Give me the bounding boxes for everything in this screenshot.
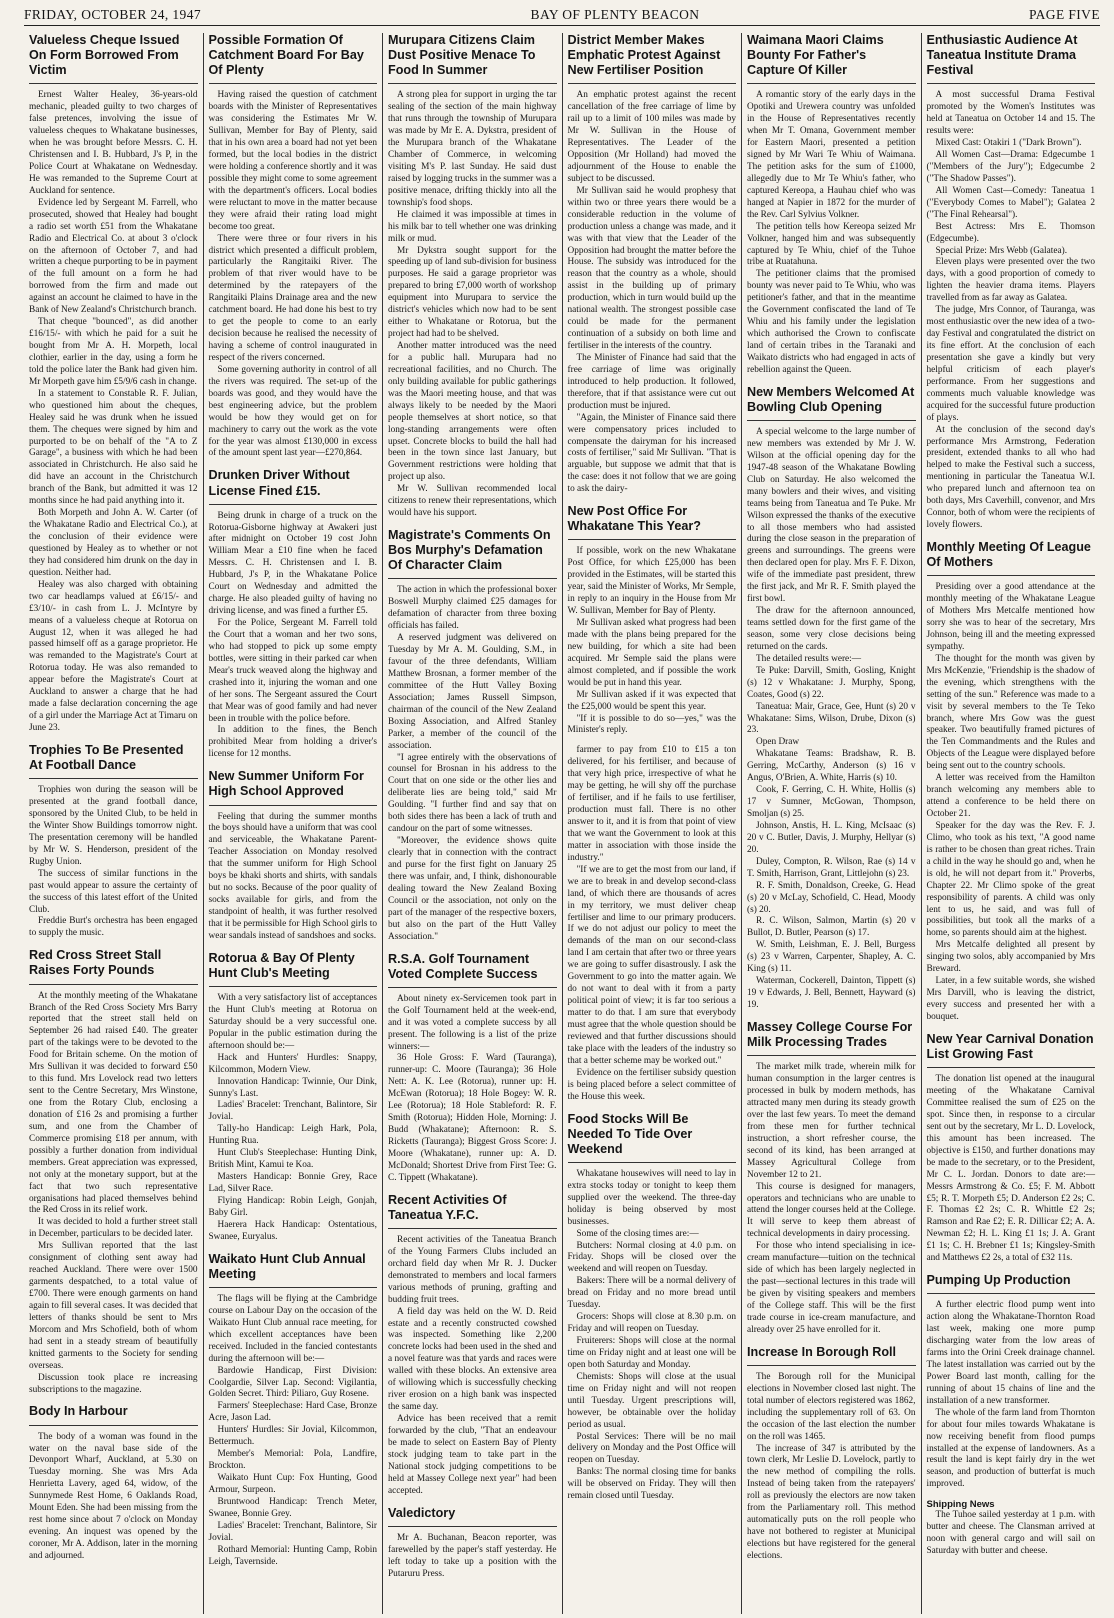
article-headline: Possible Formation Of Catchment Board For Bay Of Plenty [208,33,364,78]
headline-divider [747,420,916,421]
article-paragraph: In addition to the fines, the Bench prohibited Mear from holding a driver's license for 12 months. [208,725,377,760]
article-paragraph: Open Draw [756,737,800,748]
headline-divider [388,1228,557,1229]
article-paragraph: The whole of the farm land from Thornton for about four miles towards Whakatane is now receiving benefit from flood pumps installed at the expense of landowners. As a result the land is kept fairly dry in the wet season, and production of butterfat is much improved. [926,1407,1095,1490]
article [209,769,378,943]
article-paragraph: Innovation Handicap: Twinnie, Our Dink, Sunny's Last. [208,1076,377,1099]
headline-divider [209,1287,378,1288]
article-paragraph: Eleven plays were presented over the two days, with a good proportion of comedy to lighten the heavier drama items. Players travelled from as far away as Galatea. [926,257,1095,304]
article-headline: New Year Carnival Donation List Growing Fast [926,1031,1094,1062]
article-headline: Trophies To Be Presented At Football Dance [29,742,184,773]
article-paragraph: Speaker for the day was the Rev. F. J. Climo, who took as his text, "A good name is rather to be chosen than great riches. Train a child in the way he should go and, when he is old, he will not depart from it." Proverbs, Chapter 22. Mr Climo spoke of the great responsibility of parents. A child was only lent to us, he said, and was full of possibilities, but took all the marks of a home, so parents should aim at the highest. [926,820,1095,939]
article-paragraph: Presiding over a good attendance at the monthly meeting of the Whakatane League of Mothers Mrs Metcalfe mentioned how sorry she was to hear of the secretary, Mrs Johnson, being ill and the meeting expressed sympathy. [926,582,1095,652]
article-paragraph: Ladies' Bracelet: Trenchant, Balintore, Sir Jovial. [208,1520,377,1543]
article-paragraph: "I agree entirely with the observations of counsel for Brosnan in his address to the Court that on one side or the other lies and deliberate lies are being told," said Mr Goulding. "I further find and say that on both sides there has been a lack of truth and candour on the part of some witnesses. [388,752,557,835]
column-1 [24,33,204,1614]
article-paragraph: Healey was also charged with obtaining two car headlamps valued at £6/15/- and £3/10/- in cash from L. J. McIntyre by means of a valueless cheque at Rotorua on August 12, when it was alleged he had passed himself off as a garage proprietor. He was remanded to the Magistrate's Court at Rotorua today. He was also remanded to appear before the Magistrate's Court at Auckland to answer a charge that he had made a false declaration concerning the age of a girl under the Marriage Act at Timaru on June 23. [29,579,198,734]
article-paragraph: The flags will be flying at the Cambridge course on Labour Day on the occasion of the Waikato Hunt Club annual race meeting, for which excellent acceptances have been received. Included in the fancied contestants during the afternoon will be:— [208,1293,377,1364]
article-paragraph: The donation list opened at the inaugural meeting of the Whakatane Carnival Committee realised the sum of £25 on the spot. Since then, in response to a circular sent out by the secretary, Mr L. D. Lovelock, this amount has been increased. The objective is £150, and further donations may be made to the secretary, or to the President, Mr C. L. Jordan. Donors to date are:— Messrs Armstrong & Co. £5; F. M. Abbott £5; R. T. Morpeth £5; D. Anderson £2 2s; C. F. Thomas £2 2s; C. R. Whittle £2 2s; Ramson and Rae £2; E. R. Dillicar £2; A. A. Newman £2; H. L. King £1 1s; J. A. Grant £1 1s; C. H. Brebner £1 1s; Kingsley-Smith and Matthews £2 2s, a total of £32 11s. [926,1074,1095,1264]
article-paragraph: Masters Handicap: Bonnie Grey, Race Lad, Silver Race. [208,1172,377,1195]
article-paragraph: "If we are to get the most from our land, if we are to break in and develop second-class land, of which there are thousands of acres in my territory, we must deliver cheap fertiliser and lime to our primary producers. If we do not adjust our policy to meet the demands of the man on our second-class land I am certain that after two or three years we are going to suffer disastrously. I ask the Government to go into the matter again. We do not want to deal with it from a party political point of view; it is far too serious a matter to do that. I am sure that everybody must agree that the whole question should be reviewed and that further discussions should take place with the leaders of the industry so that a better scheme may be worked out." [567,864,736,1066]
article-paragraph: Evidence led by Sergeant M. Farrell, who prosecuted, showed that Healey had bought a radio set worth £51 from the Whakatane Radio and Electrical Co. at about 3 o'clock on the afternoon of October 7, and had written a cheque purporting to be in payment of the full amount on a form he had borrowed from the firm and made out against an account he claimed to have in the Bank of New Zealand's Christchurch branch. [29,197,198,316]
article-paragraph: Bardowie Handicap, First Division: Coolgardie, Silver Lap. Second: Vigilantia, Golden Secret. Third: Piliaro, Guy Rosene. [208,1365,377,1400]
headline-divider [568,1162,737,1163]
headline-divider [747,83,916,84]
article-headline: Pumping Up Production [926,1273,1071,1288]
article-paragraph: He claimed it was impossible at times in his milk bar to tell whether one was drinking milk or mud. [388,209,557,244]
article-paragraph: Grocers: Shops will close at 8.30 p.m. on Friday and will reopen on Tuesday. [567,1312,736,1335]
headline-divider [209,805,378,806]
headline-divider [388,578,557,579]
article-paragraph: Member's Memorial: Pola, Landfire, Brockton. [208,1449,377,1472]
article-paragraph: Mr Dykstra sought support for the speeding up of land sub-division for business purposes. He said a garage proprietor was prepared to bring £7,000 worth of workshop equipment into Murupara to service the district's vehicles which now had to be sent either to Whakatane or Rotorua, but the project had had to be shelved. [388,245,557,340]
article-paragraph: Bruntwood Handicap: Trench Meter, Swanee, Bonnie Grey. [208,1496,377,1519]
article-paragraph: Rothard Memorial: Hunting Camp, Robin Leigh, Tavernside. [208,1544,377,1567]
headline-divider [209,986,378,987]
article-headline: District Member Makes Emphatic Protest Against New Fertiliser Position [567,33,721,78]
article-headline: Increase In Borough Roll [747,1344,897,1359]
article-paragraph: Feeling that during the summer months the boys should have a uniform that was cool and serviceable, the Whakatane Parent-Teacher Association on Monday resolved that the summer uniform for High School boys be khaki shorts and shirts, with sandals but no socks. Because of the poor quality of socks available for girls, and from the standpoint of health, it was further resolved that it be permissible for High School girls to wear sandals instead of sandshoes and socks. [208,811,377,941]
article-paragraph: That cheque "bounced", as did another £16/15/- with which he paid for a suit he bought from Mr A. H. Morpeth, local clothier, earlier in the day, using a form he told the police later the Bank had given him. Mr Morpeth gave him £5/9/6 cash in change. [29,317,198,387]
article-headline: R.S.A. Golf Tournament Voted Complete Success [388,951,538,981]
article-paragraph: Hunt Club's Steeplechase: Hunting Dink, British Mint, Kamui te Koa. [208,1148,377,1171]
newspaper-name: BAY OF PLENTY BEACON [530,7,700,22]
article-paragraph: Mr Sullivan said he would prophesy that within two or three years there would be a considerable reduction in the volume of production unless a change was made, and it was with that view that the Leader of the Opposition had brought the matter before the House. The subsidy was introduced for the reason that the country as a whole, should assist in the building up of primary production, which in turn would build up the national wealth. The strongest possible case could be made for the permanent continuation of a subsidy on both lime and fertiliser in the interests of the country. [567,185,736,352]
article-paragraph: About ninety ex-Servicemen took part in the Golf Tournament held at the week-end, and it was voted a complete success by all present. The following is a list of the prize winners:— [388,993,557,1052]
article [568,745,737,1103]
article-paragraph: The draw for the afternoon announced, teams settled down for the first game of the season, some very close decisions being returned on the cards. [747,606,916,652]
article-paragraph: farmer to pay from £10 to £15 a ton delivered, for his fertiliser, and because of that very high price, irrespective of what he may be getting, he will shy off the purchase of fertiliser, and if he fails to use fertiliser, production must fall. There is no other answer to it, and it is from that point of view that we want the Government to look at this matter in association with those inside the industry." [567,745,736,863]
article-paragraph: An emphatic protest against the recent cancellation of the free carriage of lime by rail up to a limit of 100 miles was made by Mr W. Sullivan in the House of Representatives. The Leader of the Opposition (Mr Holland) had moved the adjournment of the House to enable the subject to be discussed. [567,90,736,184]
article-paragraph: Special Prize: Mrs Webb (Galatea). [935,245,1068,256]
column-6 [922,33,1101,1614]
article [209,1252,378,1569]
article-paragraph: Discussion took place re increasing subscriptions to the magazine. [29,1372,198,1395]
article-paragraph: Some of the closing times are:— [576,1228,699,1239]
article-paragraph: The action in which the professional boxer Boswell Murphy claimed £25 damages for defamation of character from three boxing officials has failed. [388,585,557,632]
headline-divider [29,984,198,985]
article [568,1112,737,1504]
article-paragraph: Evidence on the fertiliser subsidy question is being placed before a select committee of the House this week. [567,1067,736,1102]
article-paragraph: "If it is possible to do so—yes," was the Minister's reply. [567,713,736,736]
article-paragraph: The Borough roll for the Municipal elections in November closed last night. The total number of electors registered was 1862, including the supplementary roll of 63. On the occasion of the last election the number on the roll was 1465. [747,1371,916,1442]
article-paragraph: A strong plea for support in urging the tar sealing of the section of the main highway that runs through the township of Murupara was made by Mr E. A. Dykstra, president of the Murupara branch of the Whakatane Chamber of Commerce, in welcoming visiting M's P. last Sunday. He said dust raised by logging trucks in the summer was a positive menace, drifting thickly into all the township's food shops. [388,90,557,208]
article-paragraph: Being drunk in charge of a truck on the Rotorua-Gisborne highway at Awakeri just after midnight on October 19 cost John William Mear a £10 fine when he faced Messrs. C. H. Christensen and I. B. Hubbard, J's P, in the Whakatane Police Court on Wednesday and admitted the charge. He also pleaded guilty of having no driving license, and was fined a further £5. [208,510,377,617]
article-paragraph: Freddie Burt's orchestra has been engaged to supply the music. [29,916,198,939]
article-paragraph: There were three or four rivers in his district which presented a difficult problem, particularly the Rangitaiki River. The problem of that river would have to be determined by the ratepayers of the Rangitaiki Plains Drainage area and the new catchment board. He had done his best to try to get the people to come to an early decision because he realised the necessity of having a scheme of control inaugurated in respect of the rivers concerned. [208,233,377,363]
article-paragraph: "Moreover, the evidence shows quite clearly that in connection with the contract and purse for the first fight on January 25 there was unfair, and, I think, dishonourable dealing toward the New Zealand Boxing Council or the association, not only on the part of the manager of the respective boxers, but also on the part of the Hutt Valley Association." [388,836,557,942]
article [209,33,378,460]
article-paragraph: The Minister of Finance had said that the free carriage of lime was originally introduced to help production. It followed, therefore, that if that assistance were cut out production must be injured. [567,352,736,411]
article-headline: Rotorua & Bay Of Plenty Hunt Club's Meeting [208,950,355,980]
article-paragraph: A most successful Drama Festival promoted by the Women's Institutes was held at Taneatua on October 14 and 15. The results were: [926,90,1095,137]
article-paragraph: Butchers: Normal closing at 4.0 p.m. on Friday. Shops will be closed over the weekend and will reopen on Tuesday. [567,1240,736,1275]
article-headline: Drunken Driver Without License Fined £15. [208,468,350,498]
article-paragraph: Banks: The normal closing time for banks will be observed on Friday. They will then remain closed until Tuesday. [567,1467,736,1502]
article-paragraph: It was decided to hold a further street stall in December, particulars to be decided later. [29,1217,198,1240]
article-paragraph: The success of similar functions in the past would appear to assure the certainty of the success of this latest effort of the United Club. [29,868,198,915]
article-paragraph: At the conclusion of the second day's performance Mrs Armstrong, Federation president, extended thanks to all who had helped to make the Festival such a success, mentioning in particular the Taneatua W.I. who prepared lunch and afternoon tea on both days, Mrs Caverhill, convenor, and Mrs Connor, both of whom were the recipients of lovely flowers. [926,424,1095,531]
article-paragraph: For those who intend specialising in ice-cream manufacture—tuition on the technical side of which has been largely neglected in the past—sectional lectures in this trade will be given by visiting speakers and members of the College staff. This will be the first trade course in ice-cream manufacture, and already over 25 have enrolled for it. [747,1241,916,1335]
article-paragraph: A further electric flood pump went into action along the Whakatane-Thornton Road last week, making one more pump discharging water from the low areas of farms into the Orini Creek drainage channel. The latest installation was carried out by the Power Board last month, calling for the running of about 15 chains of line and the installation of a new transformer. [926,1300,1095,1406]
article-paragraph: All Women Cast—Drama: Edgecumbe 1 ("Members of the Jury"); Edgecumbe 2 ("The Shadow Passes"). [926,150,1095,184]
headline-divider [388,83,557,84]
article-paragraph: R. F. Smith, Donaldson, Creeke, G. Head (s) 20 v McLay, Schofield, C. Head, Moody (s) 20. [747,880,916,915]
article-paragraph: Ladies' Bracelet: Trenchant, Balintore, Sir Jovial. [208,1100,377,1123]
article-paragraph: 36 Hole Gross: F. Ward (Tauranga), runner-up: C. Moore (Tauranga); 36 Hole Nett: A. K. Lee (Rotorua), runner up: H. McEwan (Rotorua); 18 Hole Bogey: W. R. Lee (Rotorua); 18 Hole Stableford: R. F. Smith (Rotorua); Hidden Hole, Morning: J. Budd (Whakatane); Afternoon: R. S. Ricketts (Tauranga); Biggest Gross Score: J. Moore (Whakatane), runner up: A. D. McDonald; Shortest Drive from First Tee: G. C. Tippett (Whakatane). [388,1053,557,1183]
article-paragraph: Mixed Cast: Otakiri 1 ("Dark Brown"). [935,138,1082,149]
article-paragraph: The thought for the month was given by Mrs McKenzie, "Friendship is the shadow of the evening, which strengthens with the setting of the sun." Reference was made to a visit by several members to the Te Teko branch, where Mrs Gow was the guest speaker. Two beautifully framed pictures of the Ten Commandments and the Rules and Objects of the League were displayed before being sent out to the country schools. [926,653,1095,772]
article-paragraph: The petition tells how Kereopa seized Mr Volkner, hanged him and was subsequently captured by Te Whiu, chief of the Tuhoe tribe at Ruatahuna. [747,221,916,268]
article-paragraph: Chemists: Shops will close at the usual time on Friday night and will not reopen until Tuesday. Urgent prescriptions will, however, be obtainable over the holiday period as usual. [567,1371,736,1430]
article-paragraph: Having raised the question of catchment boards with the Minister of Representatives was considering the Estimates Mr W. Sullivan, Member for Bay of Plenty, said that in his own area a board had not yet been formed, but the local bodies in the district were holding a conference shortly and it was possible they might come to some agreement with the department's officers. Local bodies were reluctant to move in the matter because they were afraid their rating load might become too great. [208,90,377,232]
article [747,1020,916,1337]
headline-divider [747,1365,916,1366]
article-paragraph: With a very satisfactory list of acceptances the Hunt Club's meeting at Rotorua on Saturday should be a very successful one. Popular in the public estimation during the afternoon should be:— [208,993,377,1051]
column-5 [742,33,922,1614]
article-headline: Body In Harbour [29,1404,128,1419]
article-headline: Food Stocks Will Be Needed To Tide Over Weekend [567,1111,693,1156]
article-paragraph: "Again, the Minister of Finance said there were compensatory prices included to compensate the dairyman for his increased costs of fertiliser," said Mr Sullivan. "That is arguable, but suppose we admit that that is the case: does it not follow that we are going to ask the dairy- [567,412,736,495]
column-2 [204,33,384,1614]
article-paragraph: Haerera Hack Handicap: Ostentatious, Swanee, Euryalus. [208,1219,377,1242]
article-headline: Waimana Maori Claims Bounty For Father's Capture Of Killer [747,33,884,78]
article [29,1404,198,1562]
article-headline: Enthusiastic Audience At Taneatua Institute Drama Festival [926,33,1078,78]
headline-divider [747,1055,916,1056]
article [209,951,378,1244]
article-paragraph: The increase of 347 is attributed by the town clerk, Mr Leslie D. Lovelock, partly to the new method of compiling the rolls. Instead of being taken from the ratepayers' roll as previously the electors are now taken from the Parliamentary roll. This method automatically puts on the roll people who have not bothered to register at Municipal elections but have registered for the general elections. [747,1443,916,1561]
article [29,743,198,940]
article-paragraph: Postal Services: There will be no mail delivery on Monday and the Post Office will reopen on Tuesday. [567,1431,736,1466]
article [568,33,737,496]
masthead-rule [24,25,1100,26]
column-4 [563,33,743,1614]
columns-container [24,33,1100,1614]
article-paragraph: R. C. Wilson, Salmon, Martin (s) 20 v Bullot, D. Butler, Pearson (s) 17. [747,916,916,939]
article [747,385,916,1012]
article [29,33,198,735]
article-paragraph: Hack and Hunters' Hurdles: Snappy, Kilcommon, Modern View. [208,1052,377,1075]
article-paragraph: Whakatane housewives will need to lay in extra stocks today or tonight to keep them supplied over the weekend. The three-day holiday is being observed by most businesses. [567,1168,736,1227]
article-paragraph: At the monthly meeting of the Whakatane Branch of the Red Cross Society Mrs Barry reported that the street stall held on September 26 had raised £40. The greater part of the takings were to be devoted to the Food for Britain scheme. On the motion of Mrs Sullivan it was decided to forward £50 to this fund. Mrs Lovelock read two letters sent to the Centre Secretary, Mrs Winstone, one from the Rotary Club, enclosing a donation of £16 2s and promising a further sum, and one from the Chamber of Commerce promising £18 per annum, with possibly a further donation from individual members. Great appreciation was expressed, not only at the monetary support, but at the fact that two such representative organisations had placed themselves behind the Red Cross in its relief work. [29,990,198,1216]
article-paragraph: Another matter introduced was the need for a public hall. Murupara had no recreational facilities, and no Church. The only building available for public gatherings was the Maori meeting house, and that was always likely to be needed by the Maori people themselves at short notice, so that long-standing arrangements were often upset. Concrete blocks to build the hall had been in the town since last January, but Government restrictions were holding that project up also. [388,341,557,483]
headline-divider [209,83,378,84]
article-paragraph: Fruiterers: Shops will close at the normal time on Friday night and at least one will be open both Saturday and Monday. [567,1336,736,1370]
article-paragraph: Whakatane Teams: Bradshaw, R. B. Gerring, McCarthy, Anderson (s) 16 v Angus, O'Brien, A. White, Harris (s) 10. [747,749,916,784]
article-paragraph: A letter was received from the Hamilton branch welcoming any members able to attend a conference to be held there on October 21. [926,773,1095,820]
article-paragraph: The body of a woman was found in the water on the naval base side of the Devonport Wharf, Auckland, at 5.30 on Tuesday morning. She was Mrs Ada Henrietta Lavery, aged 64, widow, of the Sunnymede Rest Home, 6 Oaklands Road, Mount Eden. She had been missing from the rest home since about 7 o'clock on Monday evening. An inquest was opened by the coroner, Mr A. Addison, later in the morning and adjourned. [29,1431,198,1561]
headline-divider [209,504,378,505]
headline-divider [927,1067,1096,1068]
article-paragraph: Bakers: There will be a normal delivery of bread on Friday and no more bread until Tuesday. [567,1276,736,1311]
article-paragraph: Cook, F. Gerring, C. H. White, Hollis (s) 17 v Sumner, McGowan, Thompson, Smoljan (s) 25. [747,785,916,820]
article-paragraph: This course is designed for managers, operators and technicians who are unable to attend the longer courses held at the College. It will serve to keep them abreast of technical developments in dairy processing. [747,1181,916,1240]
article-paragraph: All Women Cast—Comedy: Taneatua 1 ("Everybody Comes to Mabel"); Galatea 2 ("The Final Rehearsal"). [926,185,1095,220]
article-paragraph: Te Puke: Darvill, Smith, Gosling, Knight (s) 12 v Whakatane: J. Murphy, Spong, Coates, Good (s) 22. [747,665,916,700]
article-paragraph: Waterman, Cockerell, Dainton, Tippett (s) 19 v Edwards, J. Bell, Bennett, Hayward (s) 19. [747,976,916,1011]
article-paragraph: Duley, Compton, R. Wilson, Rae (s) 14 v T. Smith, Harrison, Grant, Littlejohn (s) 23. [747,856,916,879]
article-paragraph: Both Morpeth and John A. W. Carter (of the Whakatane Radio and Electrical Co.), at the conclusion of their evidence were questioned by Healey as to whether or not they had considered him drunk on the day in question. Neither had. [29,508,198,578]
article-headline: Valueless Cheque Issued On Form Borrowed From Victim [29,33,180,78]
article-paragraph: A field day was held on the W. D. Reid estate and a recently constructed cowshed was inspected. Something like 2,200 concrete locks had been used in the shed and a novel feature was that yards and races were walled with these blocks. An extensive area of willowing which is successfully checking river erosion on a high bank was inspected the same day. [388,1306,557,1413]
headline-divider [388,987,557,988]
article-paragraph: Flying Handicap: Robin Leigh, Gonjah, Baby Girl. [208,1195,377,1218]
article-headline: New Summer Uniform For High School Approved [208,769,364,799]
article-paragraph: If possible, work on the new Whakatane Post Office, for which £25,000 has been provided in the Estimates, will be started this year, said the Minister of Works, Mr Semple, in reply to an inquiry in the House from Mr W. Sullivan, Member for Bay of Plenty. [567,546,736,617]
article-paragraph: The petitioner claims that the promised bounty was never paid to Te Whiu, who was petitioner's father, and that in the meantime the Government confiscated the land of Te Whiu and his family under the legislation which authorised the Crown to confiscate land of certain tribes in the Taranaki and Waikato districts who had engaged in acts of rebellion against the Queen. [747,269,916,375]
article-paragraph: Tally-ho Handicap: Leigh Hark, Pola, Hunting Rua. [208,1124,377,1147]
article-paragraph: Advice has been received that a remit forwarded by the club, "That an endeavour be made to select on Eastern Bay of Plenty stock judging team to take part in the National stock judging competitions to be held at Massey College next year" had been accepted. [388,1414,557,1496]
article-paragraph: Ernest Walter Healey, 36-years-old mechanic, pleaded guilty to two charges of false pretences, involving the issue of valueless cheques to Whakatane businesses, when he was brought before Messrs. C. H. Christensen and I. B. Hubbard, J's P, in the Police Court at Whakatane on Wednesday. He was remanded to the Supreme Court at Auckland for sentence. [29,90,198,196]
headline-divider [927,1293,1096,1294]
article [388,952,557,1185]
headline-divider [29,778,198,779]
article-paragraph: In a statement to Constable R. F. Julian, who questioned him about the cheques, Healey said he was drunk when he issued them. The cheques were signed by him and purported to be on behalf of the "A to Z Garage", a business with which he had been associated in Christchurch. He also said he did have an account in the Christchurch branch of the Bank, but admitted it was 12 months since he had paid anything into it. [29,388,198,507]
headline-divider [29,83,198,84]
issue-date: FRIDAY, OCTOBER 24, 1947 [24,7,202,22]
article-paragraph: Mr A. Buchanan, Beacon reporter, was farewelled by the paper's staff yesterday. He left today to take up a position with the Putaruru Press. [388,1532,557,1579]
article [29,948,198,1396]
article [747,1345,916,1563]
article-paragraph: A romantic story of the early days in the Opotiki and Urewera country was unfolded in the House of Representatives recently when Mr T. Omana, Government member for Eastern Maori, presented a petition signed by Mr Wari Te Whiu of Waimana. The petition asks for the sum of £1000, allegedly due to Mr Te Whiu's father, who captured Kereopa, a Hauhau chief who was hanged at Napier in 1872 for the murder of the Rev. Carl Sylvius Volkner. [747,90,916,220]
shipping-news [927,1499,1096,1558]
headline-divider [927,83,1096,84]
article-paragraph: The market milk trade, wherein milk for human consumption in the larger centres is processed in bulk by modern methods, has attracted many men during its steady growth over the last few years. To meet the demand from these men for further technical instruction, a short refresher course, the second of its kind, has been arranged at Massey Agricultural College from November 12 to 21. [747,1062,916,1180]
article-paragraph: Trophies won during the season will be presented at the grand football dance, sponsored by the United Club, to be held in the Winter Show Buildings tomorrow night. The presentation ceremony will be handled by Mr W. S. Henderson, president of the Rugby Union. [29,785,198,867]
headline-divider [29,1425,198,1426]
article-paragraph: W. Smith, Leishman, E. J. Bell, Burgess (s) 23 v Warren, Carpenter, Shapley, A. C. King (s) 11. [747,940,916,975]
article-paragraph: Waikato Hunt Cup: Fox Hunting, Good Armour, Surpeon. [208,1473,377,1495]
headline-divider [568,539,737,540]
article [388,528,557,943]
article-headline: Valedictory [388,1505,456,1520]
article-headline: Red Cross Street Stall Raises Forty Pounds [29,948,162,978]
article [568,504,737,737]
article-headline: Magistrate's Comments On Bos Murphy's Defamation Of Character Claim [388,528,551,573]
headline-divider [568,83,737,84]
article-headline: Massey College Course For Milk Processing Trades [747,1019,913,1050]
headline-divider [388,1526,557,1527]
article [209,468,378,761]
article-headline: Recent Activities Of Taneatua Y.F.C. [388,1192,507,1222]
shipping-news-text: The Tuhoe sailed yesterday at 1 p.m. with butter and cheese. The Clansman arrived at noon with general cargo and will sail on Saturday with butter and cheese. [926,1510,1095,1557]
masthead [24,6,1100,24]
article-paragraph: Mr Sullivan asked what progress had been made with the plans being prepared for the new building, for which a site had been acquired. Mr Semple said the plans were almost completed, and if possible the work would be put in hand this year. [567,618,736,688]
article-paragraph: Johnson, Anstis, H. L. King, McIsaac (s) 20 v C. Butler, Davis, J. Murphy, Hellyar (s) 20. [747,820,916,855]
article-paragraph: Mr Sullivan asked if it was expected that the £25,000 would be spent this year. [567,689,736,712]
article-paragraph: Some governing authority in control of all the rivers was required. The set-up of the boards was good, and they would have the best engineering advice, but the problem would be how they would get on for machinery to carry out the work as the vote for the year was almost £130,000 in excess of the amount spent last year—£270,864. [208,364,377,459]
article-headline: Monthly Meeting Of League Of Mothers [926,540,1091,570]
article-paragraph: The judge, Mrs Connor, of Tauranga, was most enthusiastic over the new idea of a two-day Festival and congratulated the district on its fine effort. At the conclusion of each presentation she gave a kindly but very helpful criticism of each player's performance. From her suggestions and comments much valuable knowledge was acquired for the successful future production of plays. [926,305,1095,423]
article [927,33,1096,532]
article-paragraph: Taneatua: Mair, Grace, Gee, Hunt (s) 20 v Whakatane: Sims, Wilson, Drube, Dixon (s) 23. [747,701,916,736]
column-3 [383,33,563,1614]
article-paragraph: Best Actress: Mrs E. Thomson (Edgecumbe). [926,221,1095,244]
article-paragraph: Recent activities of the Taneatua Branch of the Young Farmers Clubs included an orchard field day when Mr R. J. Ducker demonstrated to members and local farmers various methods of pruning, grafting and budding fruit trees. [388,1234,557,1305]
article-paragraph: Mr W. Sullivan recommended local citizens to renew their representations, which would have his support. [388,484,557,519]
article-paragraph: Mrs Sullivan reported that the last consignment of clothing sent away had reached Auckland. There were over 1500 garments despatched, to a total value of £700. There were enough garments on hand again to fill several cases. It was decided that letters of thanks should be sent to Mrs Morcom and Mrs Schofield, both of whom had sent in a steady stream of beautifully knitted garments to the Society for sending overseas. [29,1241,198,1371]
article-paragraph: A reserved judgment was delivered on Tuesday by Mr A. M. Goulding, S.M., in favour of the three defendants, William Matthew Brosnan, a former member of the committee of the Hutt Valley Boxing Association; James Russell Simpson, chairman of the council of the New Zealand Boxing Association, and Alfred Stanley Parker, a member of the council of the association. [388,633,557,751]
article [388,1506,557,1581]
article-headline: Waikato Hunt Club Annual Meeting [208,1251,366,1281]
article-paragraph: The detailed results were:— [756,653,862,664]
article-paragraph: Mrs Metcalfe delighted all present by singing two solos, ably accompanied by Mrs Breward. [926,940,1095,975]
article [927,1273,1096,1491]
article [927,540,1096,1024]
headline-divider [927,575,1096,576]
article-paragraph: A special welcome to the large number of new members was extended by Mr J. W. Wilson at the official opening day for the 1947-48 season of the Whakatane Bowling Club on Saturday. He also welcomed the many bowlers and their wives, and visiting teams being from Taneatua and Te Puke. Mr Wilson expressed the thanks of the executive to all those members who had assisted during the close season in the preparation of greens and surroundings. The greens were then declared open for play. Mrs F. F. Dixon, wife of the immediate past president, threw the first jack, and Mr R. F. Smith played the first bowl. [747,427,916,605]
article [388,1193,557,1498]
article [927,1032,1096,1265]
article-paragraph: For the Police, Sergeant M. Farrell told the Court that a woman and her two sons, who had stopped to pick up some empty bottles, were sitting in their parked car when Mear's truck weaved along the highway and crashed into it, injuring the woman and one of her sons. The Sergeant assured the Court that Mear was of good family and had never been in trouble with the police before. [208,618,377,724]
article-paragraph: Later, in a few suitable words, she wished Mrs Darvill, who is leaving the district, every success and presented her with a bouquet. [926,976,1095,1022]
article-paragraph: Hunters' Hurdles: Sir Jovial, Kilcommon, Bettermuch. [208,1425,377,1448]
article [388,33,557,520]
article-headline: New Members Welcomed At Bowling Club Opening [747,384,915,414]
shipping-news-title: Shipping News [926,1499,995,1511]
article [747,33,916,377]
page-number: PAGE FIVE [1028,7,1100,22]
article-headline: New Post Office For Whakatane This Year? [567,504,701,534]
article-paragraph: Farmers' Steeplechase: Hard Case, Bronze Acre, Jason Lad. [208,1401,377,1424]
article-headline: Murupara Citizens Claim Dust Positive Menace To Food In Summer [388,33,536,78]
